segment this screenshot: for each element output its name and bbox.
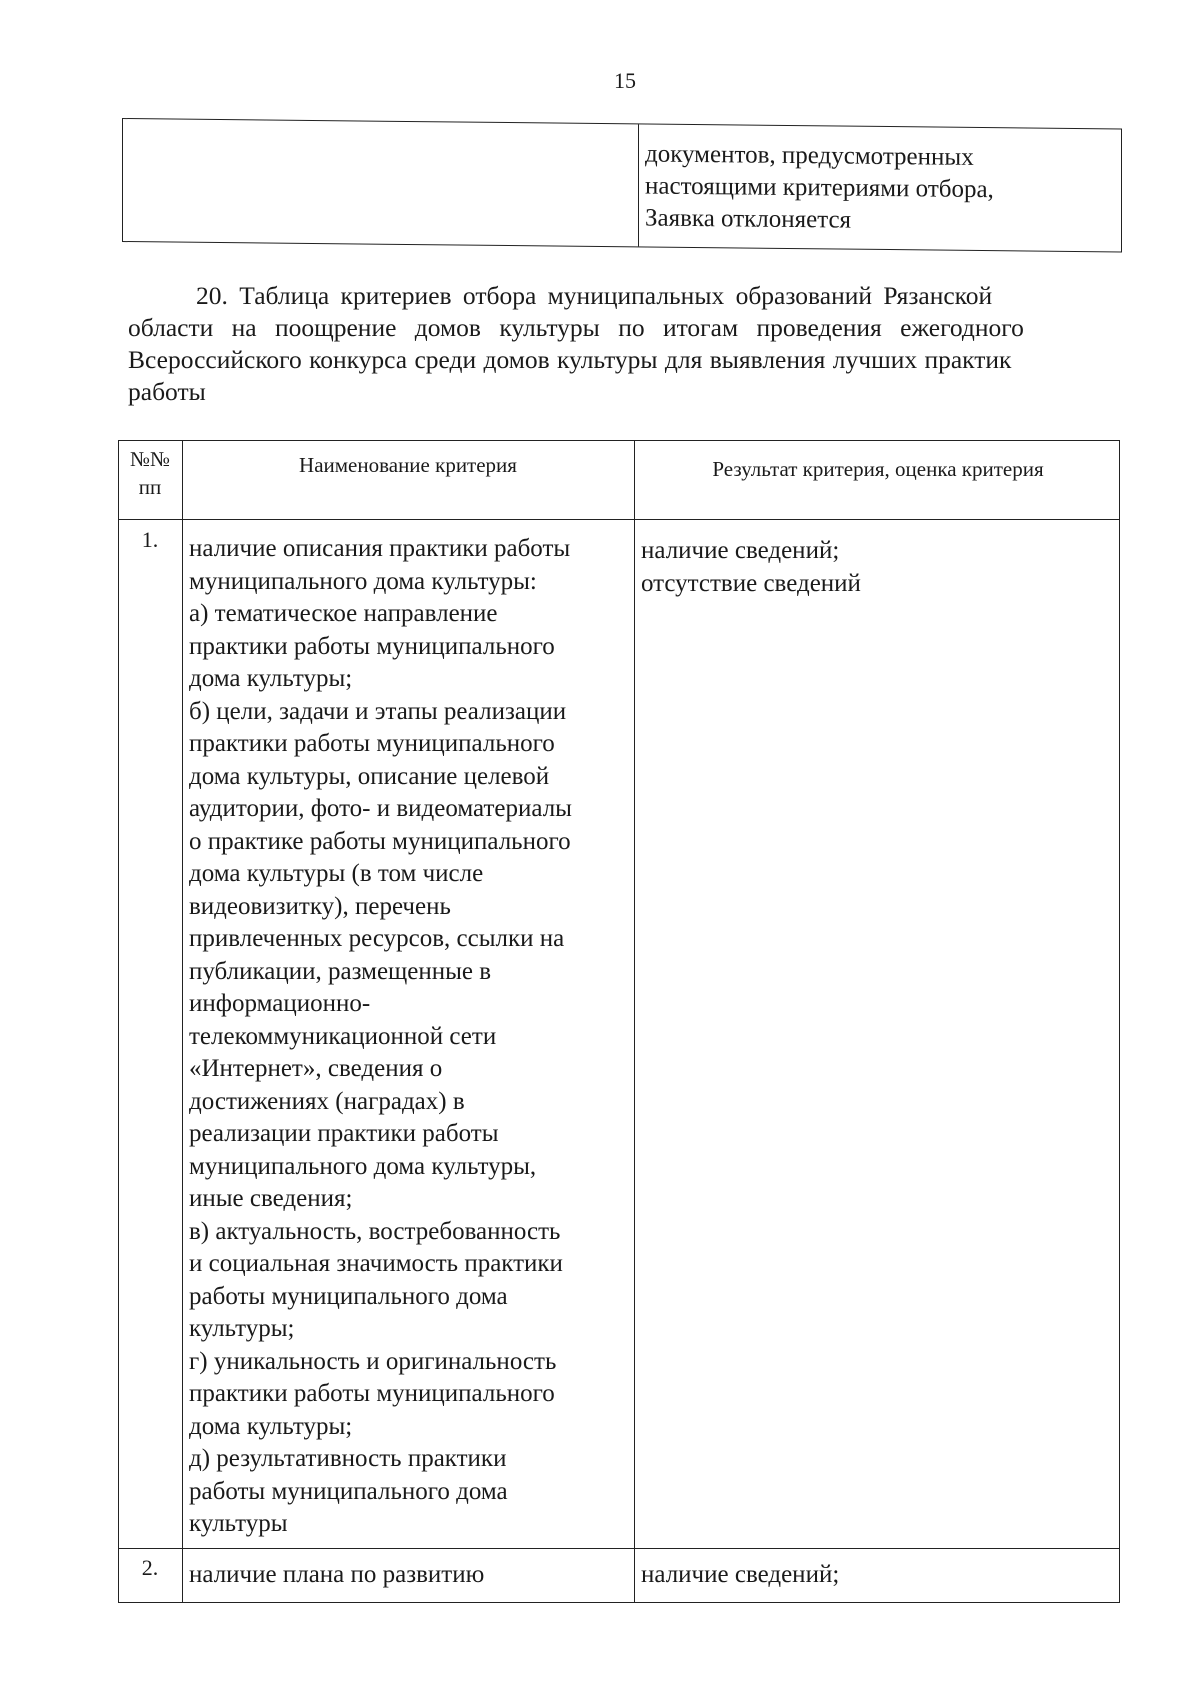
text-line: культуры; (189, 1315, 295, 1342)
text-line: а) тематическое направление (189, 600, 498, 627)
text-line: б) цели, задачи и этапы реализации (189, 697, 567, 725)
column-divider (182, 441, 183, 1602)
text-line: дома культуры, описание целевой (189, 762, 550, 790)
section-paragraph (128, 280, 1120, 408)
header-result: Результат критерия, оценка критерия (712, 457, 1044, 481)
text-line: дома культуры; (189, 1412, 353, 1440)
text-line: практики работы муниципального (189, 730, 555, 757)
text-line: достижениях (наградах) в (189, 1087, 465, 1115)
text-line: наличие описания практики работы (189, 535, 571, 562)
criteria-table (118, 440, 1120, 1603)
continuation-cell-result (645, 138, 1115, 239)
row-number: 2. (141, 1555, 159, 1580)
text-line: дома культуры; (189, 665, 353, 692)
text-line: г) уникальность и оригинальность (189, 1347, 557, 1375)
text-line: работы муниципального дома (189, 1282, 508, 1310)
text-line: д) результативность практики (189, 1445, 507, 1472)
text-line: муниципального дома культуры, (189, 1152, 537, 1180)
text-line: документов, предусмотренных (645, 140, 974, 171)
text-line: муниципального дома культуры: (189, 567, 537, 595)
header-criterion: Наименование критерия (299, 453, 517, 477)
text-line: дома культуры (в том числе (189, 860, 484, 887)
text-line: о практике работы муниципального (189, 827, 571, 855)
row-number: 1. (141, 527, 159, 552)
header-num: №№ пп (129, 447, 171, 499)
text-line: в) актуальность, востребованность (189, 1217, 561, 1245)
result-cell (641, 1559, 1111, 1592)
text-line: наличие плана по развитию (189, 1561, 485, 1588)
text-line: публикации, размещенные в (189, 957, 492, 985)
text-line: аудитории, фото- и видеоматериалы (189, 795, 572, 822)
text-line: привлеченных ресурсов, ссылки на (189, 925, 565, 952)
text-line: иные сведения; (189, 1185, 353, 1212)
text-line: Заявка отклоняется (645, 204, 852, 234)
continuation-table (122, 118, 1122, 252)
paragraph-line: области на поощрение домов культуры по итогам проведения ежегодного (128, 313, 1024, 342)
paragraph-line: Всероссийского конкурса среди домов культуры для выявления лучших практик (128, 345, 1012, 374)
criterion-cell (189, 1559, 629, 1592)
text-line: отсутствие сведений (641, 569, 861, 597)
text-line: настоящими критериями отбора, (645, 172, 994, 204)
text-line: и социальная значимость практики (189, 1250, 563, 1277)
result-cell (641, 535, 1111, 600)
criterion-cell (189, 533, 629, 1541)
text-line: наличие сведений; (641, 1561, 840, 1588)
page-number: 15 (614, 68, 636, 93)
paragraph-line: 20. Таблица критериев отбора муниципальных образований Рязанской (196, 281, 993, 310)
column-divider (634, 441, 635, 1602)
text-line: видеовизитку), перечень (189, 892, 451, 920)
text-line: практики работы муниципального (189, 1380, 555, 1407)
text-line: «Интернет», сведения о (189, 1055, 443, 1082)
text-line: наличие сведений; (641, 537, 840, 564)
text-line: культуры (189, 1510, 288, 1537)
text-line: информационно- (189, 990, 371, 1017)
text-line: работы муниципального дома (189, 1477, 508, 1505)
paragraph-line: работы (128, 377, 206, 406)
row-divider (119, 519, 1119, 520)
row-divider (119, 1548, 1119, 1549)
text-line: реализации практики работы (189, 1120, 499, 1147)
text-line: телекоммуникационной сети (189, 1022, 497, 1050)
column-divider (638, 124, 639, 246)
text-line: практики работы муниципального (189, 632, 555, 660)
